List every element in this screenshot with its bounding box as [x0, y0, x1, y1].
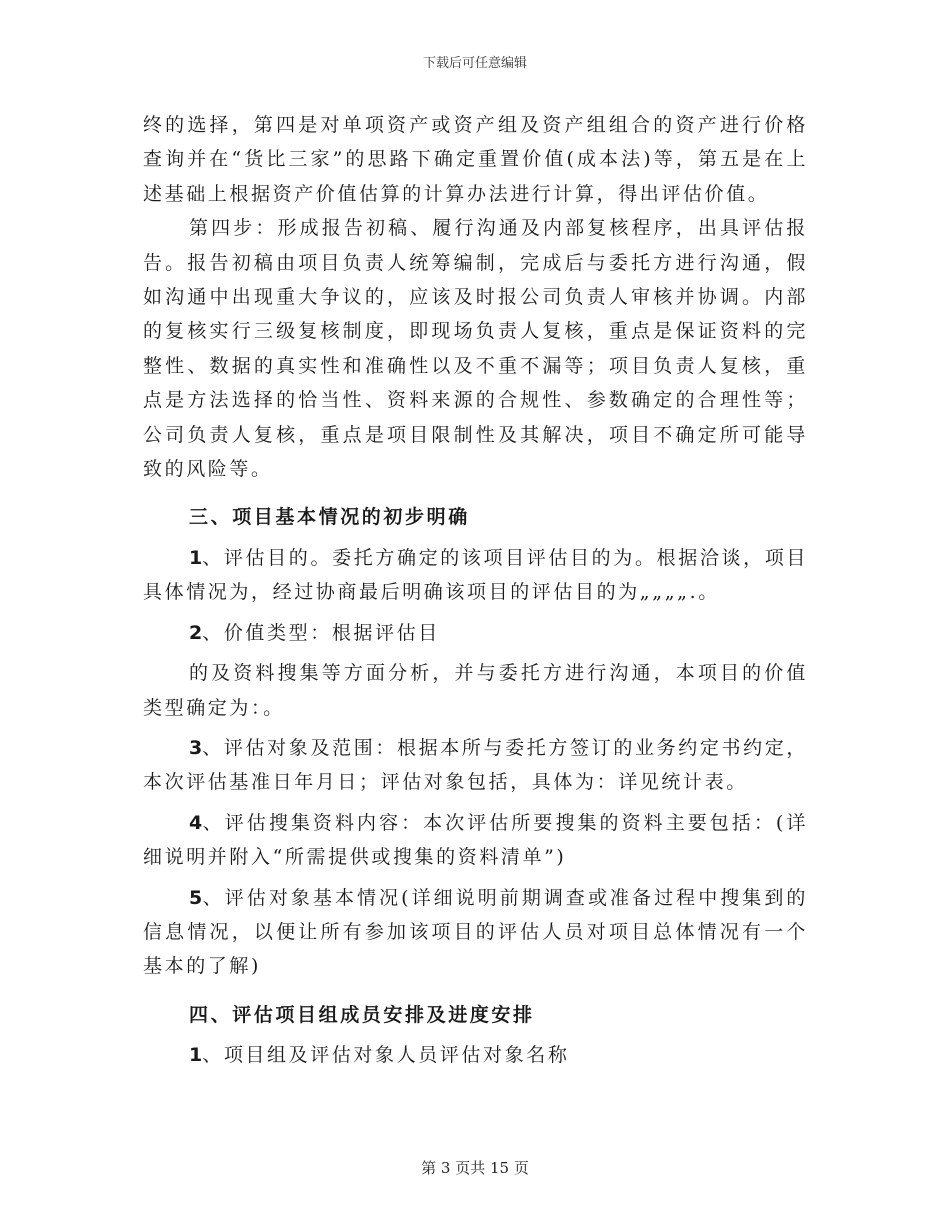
- paragraph-step-four: 第四步：形成报告初稿、履行沟通及内部复核程序，出具评估报告。报告初稿由项目负责人统筹编制，完成后与委托方进行沟通，假如沟通中出现重大争议的，应该及时报公司负责人审核并协调。内部的复核实行三级复核制度，即现场负责人复核，重点是保证资料的完整性、数据的真实性和准确性以及不重不漏等；项目负责人复核，重点是方法选择的恰当性、资料来源的合规性、参数确定的合理性等；公司负责人复核，重点是项目限制性及其解决，项目不确定所可能导致的风险等。: [143, 217, 808, 481]
- list-item-number: 4: [189, 811, 203, 834]
- list-item-3: [143, 731, 808, 800]
- list-item-1: [143, 541, 808, 610]
- list-item-number: 2: [189, 621, 203, 644]
- list-item-text: 、评估搜集资料内容：本次评估所要搜集的资料主要包括：(详细说明并附入“所需提供或搜集的资料清单”): [143, 811, 808, 869]
- list-item-text: 、评估对象及范围：根据本所与委托方签订的业务约定书约定，本次评估基准日年月日；评估对象包括，具体为：详见统计表。: [143, 736, 808, 794]
- paragraph-continuation: 终的选择，第四是对单项资产或资产组及资产组组合的资产进行价格查询并在“货比三家”的思路下确定重置价值(成本法)等，第五是在上述基础上根据资产价值估算的计算办法进行计算，得出评估价值。: [143, 114, 808, 205]
- list-item-number: 5: [189, 886, 203, 909]
- list-item-4: [143, 806, 808, 875]
- section-heading-four: 四、评估项目组成员安排及进度安排: [189, 1003, 535, 1026]
- list-item-number: 1: [189, 546, 203, 569]
- page-header: 下载后可任意编辑: [422, 56, 527, 71]
- list-item-text: 、评估目的。委托方确定的该项目评估目的为。根据洽谈，项目具体情况为，经过协商最后明确该项目的评估目的为„„„„.。: [143, 546, 808, 604]
- list-item-text: 、价值类型：根据评估目: [202, 621, 440, 644]
- list-item-section-four-1: [143, 1038, 808, 1072]
- list-item-number: 3: [189, 736, 203, 759]
- list-item-2: [143, 616, 808, 650]
- list-item-5: [143, 881, 808, 984]
- list-item-2-continuation: 的及资料搜集等方面分析，并与委托方进行沟通，本项目的价值类型确定为：。: [143, 662, 808, 719]
- document-body: [143, 108, 808, 1073]
- page-footer: 第 3 页共 15 页: [421, 1159, 529, 1177]
- list-item-number: 1: [189, 1044, 203, 1067]
- list-item-text: 、项目组及评估对象人员评估对象名称: [202, 1044, 570, 1067]
- section-heading-three: 三、项目基本情况的初步明确: [189, 506, 470, 529]
- list-item-text: 、评估对象基本情况(详细说明前期调查或准备过程中搜集到的信息情况，以便让所有参加该项目的评估人员对项目总体情况有一个基本的了解): [143, 886, 808, 978]
